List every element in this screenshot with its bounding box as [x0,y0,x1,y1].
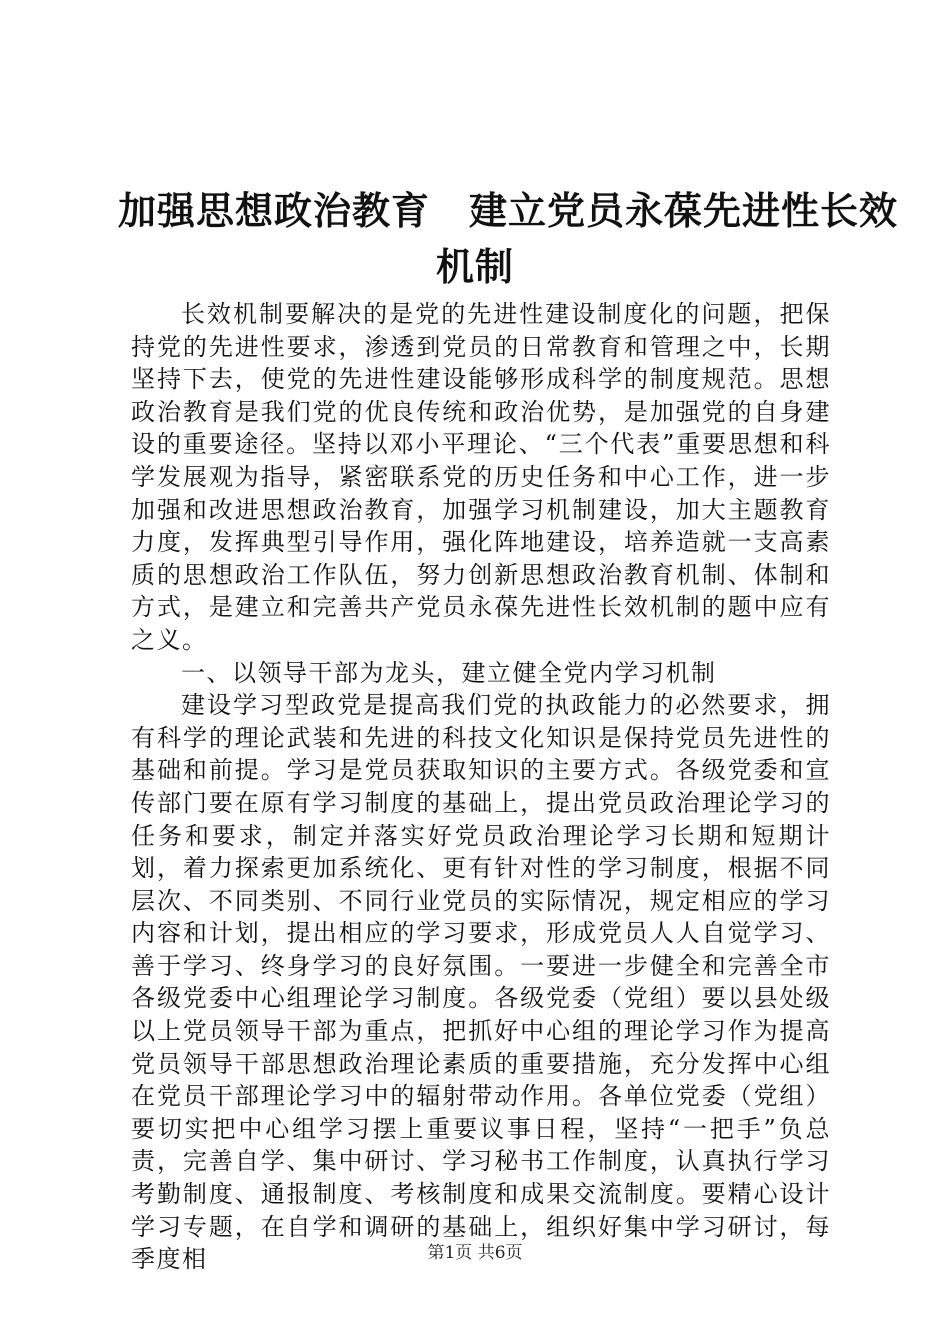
title-line-1: 加强思想政治教育 建立党员永葆先进性长效 [118,188,899,233]
body-paragraph-2: 建设学习型政党是提高我们党的执政能力的必然要求，拥有科学的理论武装和先进的科技文化知识是保持党员先进性的基础和前提。学习是党员获取知识的主要方式。各级党委和宣传部门要在原有学习制度的基础上，提出党员政治理论学习的任务和要求，制定并落实好党员政治理论学习长期和短期计划，着力探索更加系统化、更有针对性的学习制度，根据不同层次、不同类别、不同行业党员的实际情况，规定相应的学习内容和计划，提出相应的学习要求，形成党员人人自觉学习、善于学习、终身学习的良好氛围。一要进一步健全和完善全市各级党委中心组理论学习制度。各级党委（党组）要以县处级以上党员领导干部为重点，把抓好中心组的理论学习作为提高党员领导干部思想政治理论素质的重要措施，充分发挥中心组在党员干部理论学习中的辐射带动作用。各单位党委（党组）要切实把中心组学习摆上重要议事日程，坚持“一把手”负总责，完善自学、集中研讨、学习秘书工作制度，认真执行学习考勤制度、通报制度、考核制度和成果交流制度。要精心设计学习专题，在自学和调研的基础上，组织好集中学习研讨，每季度相 [131,691,831,1274]
title-line-2: 机制 [435,244,514,289]
document-body [131,298,831,1276]
section-heading-1: 一、以领导干部为龙头，建立健全党内学习机制 [181,658,717,687]
page-number-footer: 第1页 共6页 [427,1243,523,1263]
document-title [118,183,899,295]
body-paragraph-1: 长效机制要解决的是党的先进性建设制度化的问题，把保持党的先进性要求，渗透到党员的日常教育和管理之中，长期坚持下去，使党的先进性建设能够形成科学的制度规范。思想政治教育是我们党的优良传统和政治优势，是加强党的自身建设的重要途径。坚持以邓小平理论、“三个代表”重要思想和科学发展观为指导，紧密联系党的历史任务和中心工作，进一步加强和改进思想政治教育，加强学习机制建设，加大主题教育力度，发挥典型引导作用，强化阵地建设，培养造就一支高素质的思想政治工作队伍，努力创新思想政治教育机制、体制和方式，是建立和完善共产党员永葆先进性长效机制的题中应有之义。 [131,300,831,654]
